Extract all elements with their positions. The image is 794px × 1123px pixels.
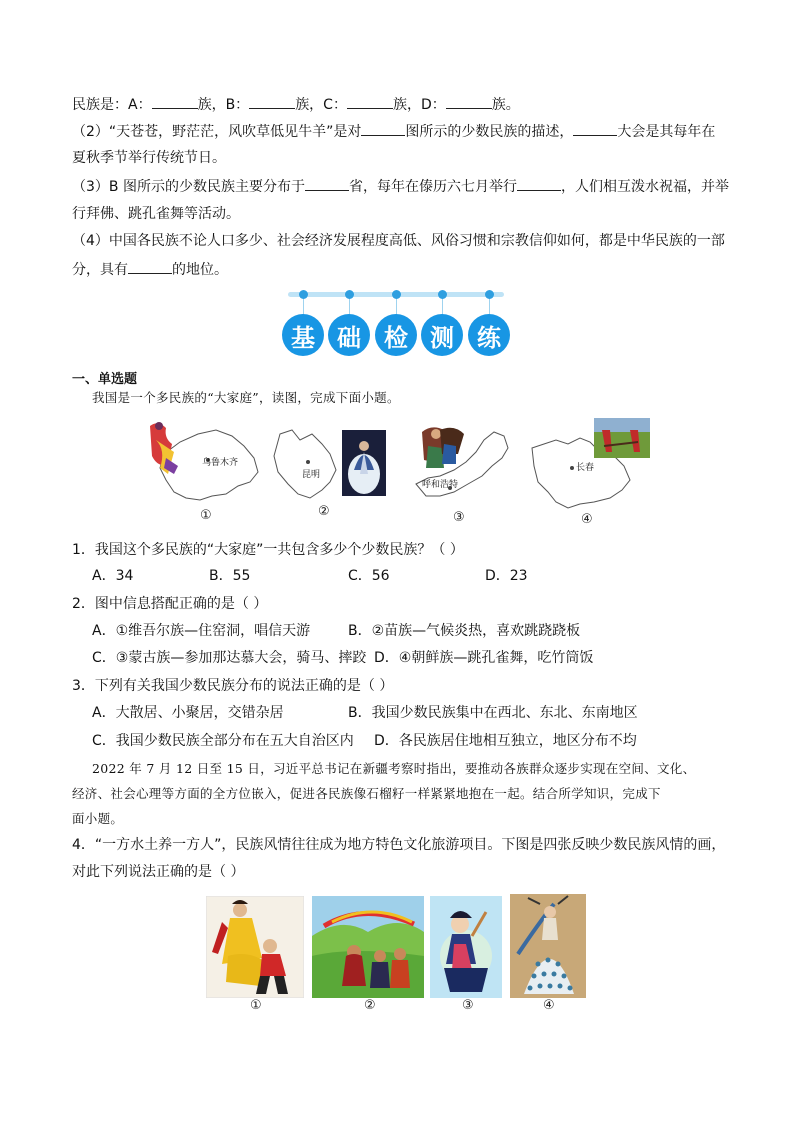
q1-option-c[interactable]: C．56 bbox=[348, 568, 390, 584]
blank bbox=[347, 94, 393, 109]
passage-line-2: 经济、社会心理等方面的全方位嵌入，促进各民族像石榴籽一样紧紧地抱在一起。结合所学知识，完成下 bbox=[72, 786, 661, 801]
q2-option-a[interactable]: A．①维吾尔族—住窑洞，唱信天游 bbox=[92, 623, 311, 639]
banner-char: 练 bbox=[468, 314, 510, 356]
answer-line-6 bbox=[72, 231, 725, 251]
q2-option-d[interactable]: D．④朝鲜族—跳孔雀舞，吃竹筒饭 bbox=[374, 650, 594, 666]
banner-char: 测 bbox=[421, 314, 463, 356]
q1-option-b[interactable]: B．55 bbox=[209, 568, 251, 584]
map-city-label: 呼和浩特 bbox=[422, 480, 459, 490]
banner-dot bbox=[345, 290, 354, 299]
passage-line-1: 2022 年 7 月 12 日至 15 日，习近平总书记在新疆考察时指出，要推动各族群众逐步实现在空间、文化、 bbox=[92, 761, 696, 776]
q1-option-d[interactable]: D．23 bbox=[485, 568, 528, 584]
map-inner-mongolia bbox=[410, 422, 520, 510]
question-1-stem: 1．我国这个多民族的“大家庭”一共包含多少个少数民族？（ ） bbox=[72, 542, 464, 558]
text: （2）“天苍苍，野茫茫，风吹草低见牛羊”是对 bbox=[72, 124, 362, 140]
map-number: ② bbox=[318, 504, 330, 519]
answer-line-1 bbox=[72, 94, 520, 115]
map-city-label: 昆明 bbox=[302, 470, 321, 480]
map-number: ④ bbox=[581, 512, 593, 527]
text: 大会是其每年在 bbox=[617, 124, 716, 140]
blank bbox=[305, 176, 349, 191]
map-number: ③ bbox=[453, 510, 465, 525]
text: 族。 bbox=[491, 97, 520, 113]
question-4-line-1: 4．“一方水土养一方人”，民族风情往往成为地方特色文化旅游项目。下图是四张反映少数民族风情的画， bbox=[72, 837, 726, 853]
banner-dot bbox=[392, 290, 401, 299]
text: （3）B 图所示的少数民族主要分布于 bbox=[72, 179, 305, 195]
text: 行拜佛、跳孔雀舞等活动。 bbox=[72, 206, 240, 222]
answer-line-7 bbox=[72, 259, 228, 280]
blank bbox=[517, 176, 561, 191]
text: 分，具有 bbox=[72, 262, 128, 278]
painting-number: ③ bbox=[462, 998, 474, 1013]
passage-line-3: 面小题。 bbox=[72, 811, 124, 826]
text: 的地位。 bbox=[172, 262, 228, 278]
text: 族，C： bbox=[295, 97, 347, 113]
text: 图所示的少数民族的描述， bbox=[405, 124, 574, 140]
q2-option-b[interactable]: B．②苗族—气候炎热，喜欢跳跷跷板 bbox=[348, 623, 581, 639]
blank bbox=[249, 94, 295, 109]
banner-char: 检 bbox=[375, 314, 417, 356]
text: （4）中国各民族不论人口多少、社会经济发展程度高低、风俗习惯和宗教信仰如何，都是中华民族的一部 bbox=[72, 233, 725, 249]
banner-char: 基 bbox=[282, 314, 324, 356]
question-2-stem: 2．图中信息搭配正确的是（ ） bbox=[72, 596, 268, 612]
q3-option-b[interactable]: B．我国少数民族集中在西北、东北、东南地区 bbox=[348, 705, 638, 721]
painting-number: ① bbox=[250, 998, 262, 1013]
answer-line-3 bbox=[72, 148, 226, 168]
text: ，人们相互泼水祝福，并举 bbox=[560, 179, 729, 195]
answer-line-2 bbox=[72, 121, 715, 142]
blank bbox=[446, 94, 492, 109]
text: 省，每年在傣历六七月举行 bbox=[348, 179, 517, 195]
question-4-line-2: 对此下列说法正确的是（ ） bbox=[72, 864, 245, 880]
answer-line-5 bbox=[72, 204, 240, 224]
banner-dot bbox=[485, 290, 494, 299]
map-number: ① bbox=[200, 508, 212, 523]
painting-number: ② bbox=[364, 998, 376, 1013]
question-3-stem: 3．下列有关我国少数民族分布的说法正确的是（ ） bbox=[72, 678, 394, 694]
blank bbox=[128, 259, 172, 274]
text: 夏秋季节举行传统节日。 bbox=[72, 150, 226, 166]
section-intro: 我国是一个多民族的“大家庭”，读图，完成下面小题。 bbox=[92, 390, 400, 405]
painting-1-image bbox=[206, 896, 304, 998]
section-title: 一、单选题 bbox=[72, 372, 138, 387]
painting-3-image bbox=[430, 896, 502, 998]
blank bbox=[152, 94, 198, 109]
banner-dot bbox=[299, 290, 308, 299]
map-city-label: 长春 bbox=[576, 463, 595, 473]
q3-option-c[interactable]: C．我国少数民族全部分布在五大自治区内 bbox=[92, 733, 354, 749]
banner-char: 础 bbox=[328, 314, 370, 356]
text: 族，D： bbox=[392, 97, 446, 113]
banner-dot bbox=[438, 290, 447, 299]
text: 族，B： bbox=[197, 97, 250, 113]
q3-option-a[interactable]: A．大散居、小聚居，交错杂居 bbox=[92, 705, 284, 721]
blank bbox=[573, 121, 617, 136]
map-city-label: 乌鲁木齐 bbox=[202, 458, 239, 468]
q2-option-c[interactable]: C．③蒙古族—参加那达慕大会，骑马、摔跤 bbox=[92, 650, 367, 666]
map-yunnan bbox=[270, 424, 400, 510]
painting-number: ④ bbox=[543, 998, 555, 1013]
text: 民族是：A： bbox=[72, 97, 152, 113]
blank bbox=[361, 121, 405, 136]
painting-4-image bbox=[510, 894, 586, 998]
q3-option-d[interactable]: D．各民族居住地相互独立，地区分布不均 bbox=[374, 733, 637, 749]
q1-option-a[interactable]: A．34 bbox=[92, 568, 134, 584]
answer-line-4 bbox=[72, 176, 729, 197]
painting-2-image bbox=[312, 896, 424, 998]
